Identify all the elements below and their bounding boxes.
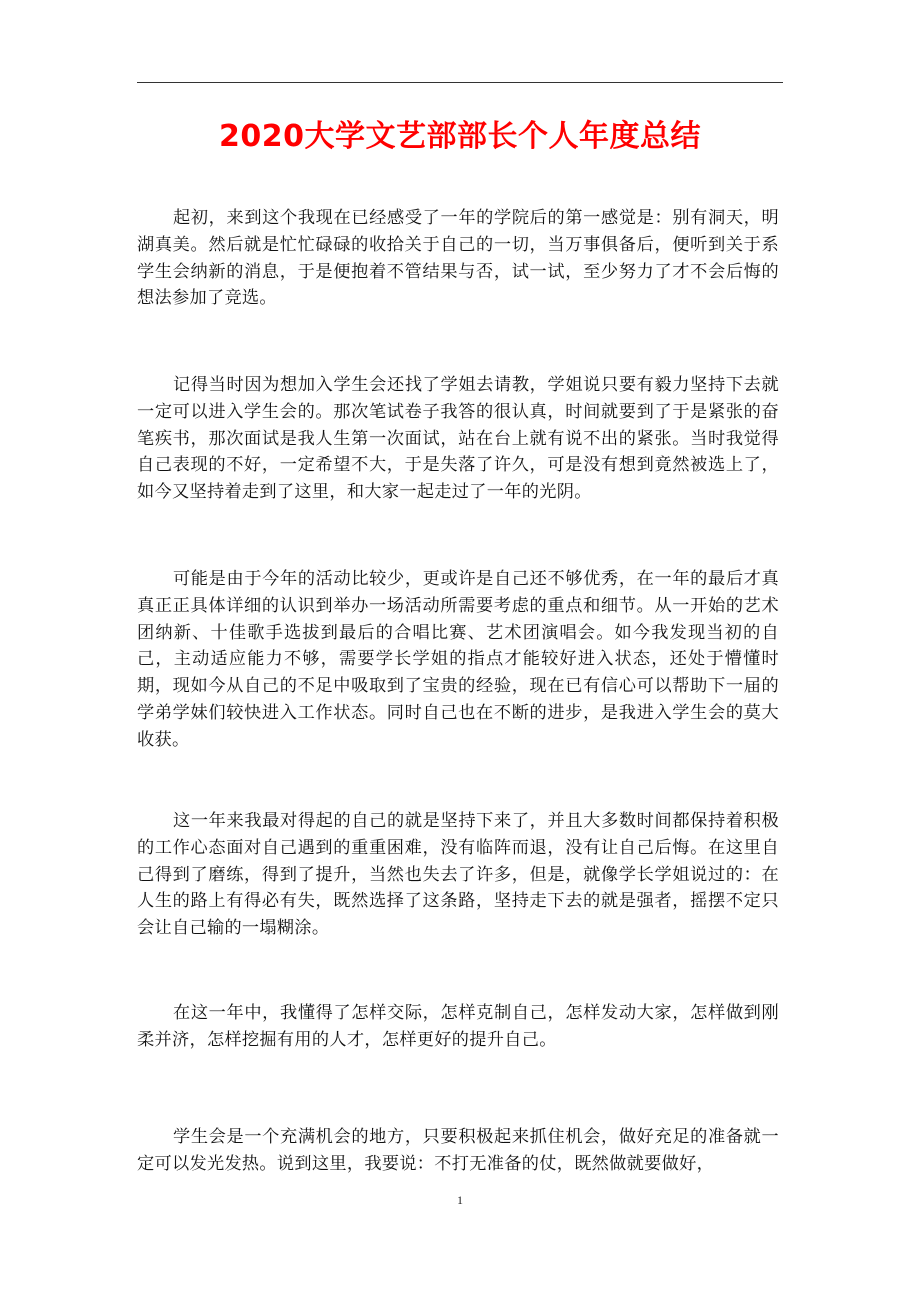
paragraph-3: 可能是由于今年的活动比较少，更或许是自己还不够优秀，在一年的最后才真真正正具体详细的认识到举办一场活动所需要考虑的重点和细节。从一开始的艺术团纳新、十佳歌手选拔到最后的合唱比赛、艺术团演唱会。如今我发现当初的自己，主动适应能力不够，需要学长学姐的指点才能较好进入状态，还处于懵懂时期，现如今从自己的不足中吸取到了宝贵的经验，现在已有信心可以帮助下一届的学弟学妹们较快进入工作状态。同时自己也在不断的进步，是我进入学生会的莫大收获。 bbox=[137, 569, 779, 750]
paragraph-2: 记得当时因为想加入学生会还找了学姐去请教，学姐说只要有毅力坚持下去就一定可以进入学生会的。那次笔试卷子我答的很认真，时间就要到了于是紧张的奋笔疾书，那次面试是我人生第一次面试，站在台上就有说不出的紧张。当时我觉得自己表现的不好，一定希望不大，于是失落了许久，可是没有想到竟然被选上了，如今又坚持着走到了这里，和大家一起走过了一年的光阴。 bbox=[137, 375, 779, 503]
paragraph-6: 学生会是一个充满机会的地方，只要积极起来抓住机会，做好充足的准备就一定可以发光发热。说到这里，我要说：不打无准备的仗，既然做就要做好， bbox=[137, 1127, 779, 1174]
document-title: 2020大学文艺部部长个人年度总结 bbox=[219, 119, 701, 154]
paragraph-1: 起初，来到这个我现在已经感受了一年的学院后的第一感觉是：别有洞天，明湖真美。然后就是忙忙碌碌的收拾关于自己的一切，当万事俱备后，便听到关于系学生会纳新的消息，于是便抱着不管结果与否，试一试，至少努力了才不会后悔的想法参加了竞选。 bbox=[137, 208, 779, 309]
page-number: 1 bbox=[457, 1193, 463, 1207]
paragraph-5: 在这一年中，我懂得了怎样交际，怎样克制自己，怎样发动大家，怎样做到刚柔并济，怎样挖掘有用的人才，怎样更好的提升自己。 bbox=[137, 1003, 779, 1050]
paragraph-4: 这一年来我最对得起的自己的就是坚持下来了，并且大多数时间都保持着积极的工作心态面对自己遇到的重重困难，没有临阵而退，没有让自己后悔。在这里自己得到了磨练，得到了提升，当然也失去了许多，但是，就像学长学姐说过的：在人生的路上有得必有失，既然选择了这条路，坚持走下去的就是强者，摇摆不定只会让自己输的一塌糊涂。 bbox=[137, 811, 779, 939]
header-rule bbox=[137, 82, 783, 83]
